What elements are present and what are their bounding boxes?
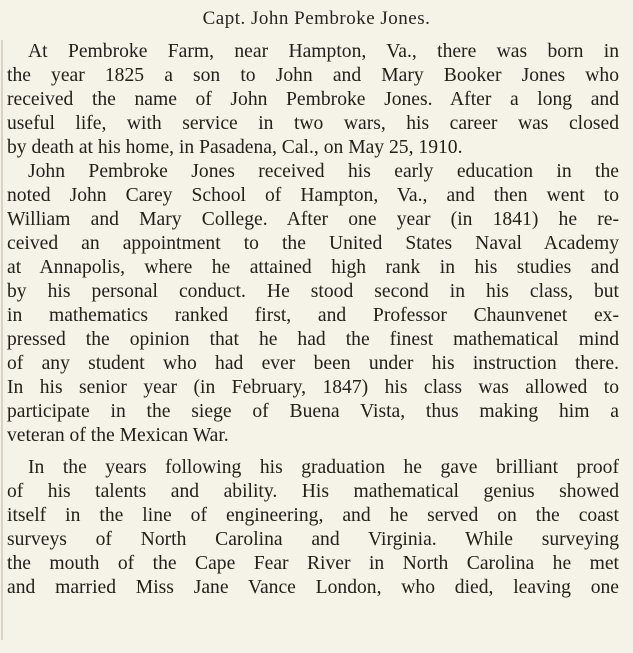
text-line: participate in the siege of Buena Vista, thus making him a <box>7 401 619 422</box>
page-edge-shadow <box>1 40 3 640</box>
article-title: Capt. John Pembroke Jones. <box>202 8 431 29</box>
text-line: and married Miss Jane Vance London, who died, leaving one <box>7 577 619 598</box>
text-line: by his personal conduct. He stood second in his class, but <box>7 281 619 302</box>
text-line: surveys of North Carolina and Virginia. While surveying <box>7 529 619 550</box>
text-line: veteran of the Mexican War. <box>7 425 229 446</box>
paragraph-gap <box>7 448 619 456</box>
text-line: At Pembroke Farm, near Hampton, Va., there was born in <box>28 41 619 62</box>
text-line: received the name of John Pembroke Jones. After a long and <box>7 89 619 110</box>
article-body <box>7 40 619 600</box>
text-line: of his talents and ability. His mathematical genius showed <box>7 481 619 502</box>
text-line: noted John Carey School of Hampton, Va., and then went to <box>7 185 619 206</box>
paragraph-2 <box>7 160 619 448</box>
text-line: in mathematics ranked first, and Professor Chaunvenet ex- <box>7 305 619 326</box>
text-line: the year 1825 a son to John and Mary Booker Jones who <box>7 65 619 86</box>
text-line: itself in the line of engineering, and he served on the coast <box>7 505 619 526</box>
text-line: In his senior year (in February, 1847) his class was allowed to <box>7 377 619 398</box>
text-line: at Annapolis, where he attained high rank in his studies and <box>7 257 619 278</box>
text-line: John Pembroke Jones received his early education in the <box>28 161 619 182</box>
text-line: useful life, with service in two wars, his career was closed <box>7 113 619 134</box>
paragraph-1 <box>7 40 619 160</box>
paragraph-3 <box>7 456 619 600</box>
text-line: pressed the opinion that he had the finest mathematical mind <box>7 329 619 350</box>
text-line: In the years following his graduation he gave brilliant proof <box>28 457 619 478</box>
text-line: William and Mary College. After one year (in 1841) he re- <box>7 209 619 230</box>
text-line: of any student who had ever been under his instruction there. <box>7 353 619 374</box>
text-line: the mouth of the Cape Fear River in North Carolina he met <box>7 553 619 574</box>
text-line: by death at his home, in Pasadena, Cal., on May 25, 1910. <box>7 137 463 158</box>
text-line: ceived an appointment to the United States Naval Academy <box>7 233 619 254</box>
